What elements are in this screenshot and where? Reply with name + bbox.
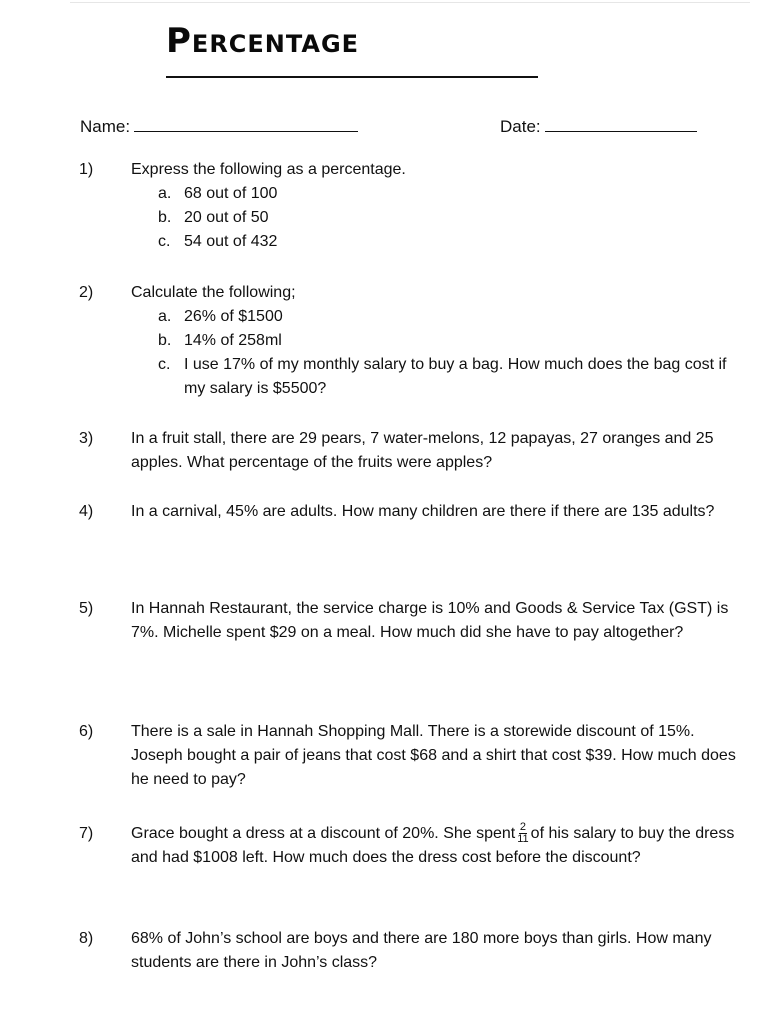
question-1-part-b (158, 206, 743, 230)
part-text: 20 out of 50 (184, 209, 269, 226)
question-1-part-c (158, 230, 743, 254)
part-text: 54 out of 432 (184, 233, 278, 250)
question-number: 3) (79, 430, 94, 447)
question-1-part-a (158, 182, 743, 206)
date-field[interactable] (500, 115, 697, 138)
question-text: 68% of John’s school are boys and there are 180 more boys than girls. How many students are there in John’s class? (131, 930, 712, 971)
date-label: Date: (500, 117, 541, 136)
question-2-part-a (158, 305, 743, 329)
page-edge (70, 2, 750, 3)
question-text: In a fruit stall, there are 29 pears, 7 water-melons, 12 papayas, 27 oranges and 25 apples. What percentage of the fruits were apples? (131, 430, 714, 471)
question-number: 7) (79, 825, 94, 842)
question-text: Express the following as a percentage. (131, 161, 406, 178)
part-label: b. (158, 332, 172, 349)
title-underline (166, 76, 538, 78)
question-2-part-b (158, 329, 743, 353)
part-label: b. (158, 209, 172, 226)
question-text: In a carnival, 45% are adults. How many children are there if there are 135 adults? (131, 503, 715, 520)
question-number: 2) (79, 284, 94, 301)
part-text: 68 out of 100 (184, 185, 278, 202)
date-blank-line[interactable] (545, 115, 697, 132)
part-label: a. (158, 185, 172, 202)
question-text (131, 822, 741, 870)
name-field[interactable] (80, 115, 358, 138)
part-text: I use 17% of my monthly salary to buy a bag. How much does the bag cost if my salary is $5500? (184, 356, 727, 397)
part-label: c. (158, 233, 171, 250)
worksheet-title: Percentage (166, 21, 360, 61)
question-number: 6) (79, 723, 94, 740)
question-text: In Hannah Restaurant, the service charge is 10% and Goods & Service Tax (GST) is 7%. Michelle spent $29 on a meal. How much did she have to pay altogether? (131, 600, 729, 641)
name-label: Name: (80, 117, 131, 136)
question-2-part-c (158, 353, 743, 397)
question-text-before-fraction: Grace bought a dress at a discount of 20%. She spent (131, 825, 516, 842)
question-text: Calculate the following; (131, 284, 296, 301)
question-number: 1) (79, 161, 94, 178)
part-text: 14% of 258ml (184, 332, 282, 349)
question-number: 4) (79, 503, 94, 520)
fraction-numerator: 2 (519, 821, 527, 834)
name-blank-line[interactable] (134, 115, 358, 132)
question-text: There is a sale in Hannah Shopping Mall. There is a storewide discount of 15%. Joseph bought a pair of jeans that cost $68 and a shirt that cost $39. How much does he need to pay? (131, 723, 736, 788)
fraction (517, 822, 528, 845)
part-label: a. (158, 308, 172, 325)
question-text-after-fraction: of his salary to buy the dress and had $1008 left. How much does the dress cost before the discount? (131, 825, 735, 866)
question-number: 8) (79, 930, 94, 947)
part-text: 26% of $1500 (184, 308, 283, 325)
fraction-denominator: 11 (517, 833, 529, 846)
part-label: c. (158, 356, 171, 373)
question-number: 5) (79, 600, 94, 617)
